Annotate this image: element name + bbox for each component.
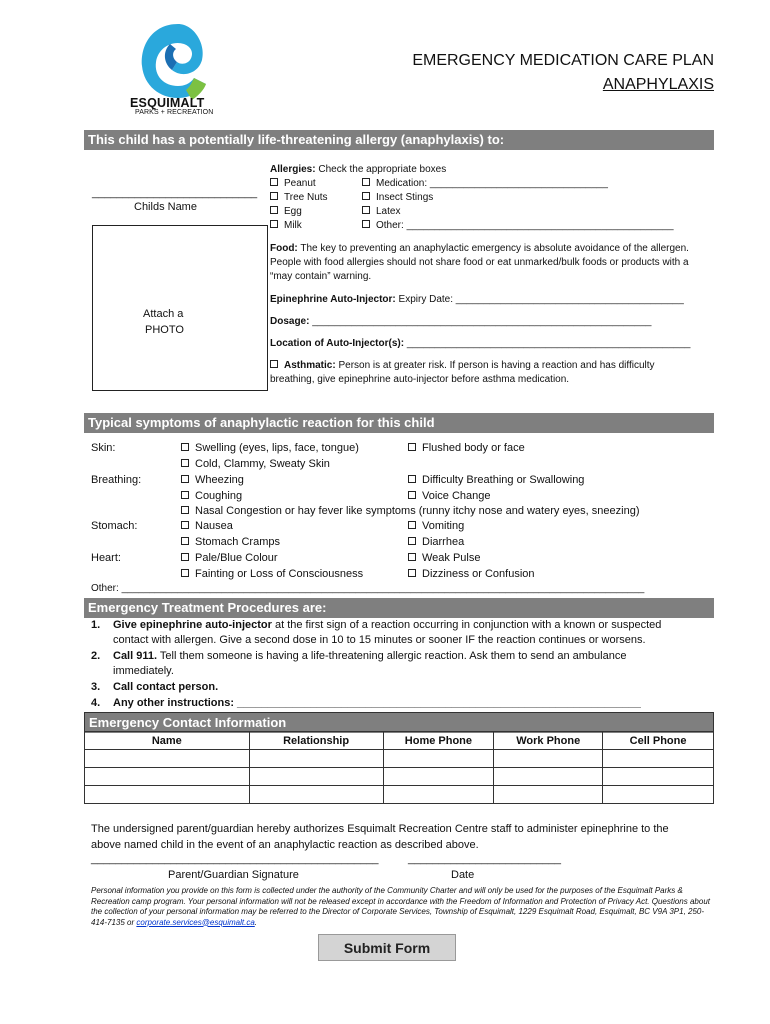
logo-subtitle: PARKS + RECREATION	[135, 109, 214, 116]
food-text-line1: Food: The key to preventing an anaphylactic emergency is absolute avoidance of the allergen.	[270, 243, 689, 254]
allergy-option[interactable]: Insect Stings	[362, 192, 433, 203]
category-heart: Heart:	[91, 552, 121, 564]
symptom-option[interactable]: Nausea	[181, 520, 233, 532]
child-name-label: Childs Name	[134, 201, 197, 213]
column-work-phone: Work Phone	[494, 732, 603, 750]
page-title: EMERGENCY MEDICATION CARE PLAN	[412, 52, 714, 69]
allergy-option[interactable]: Peanut	[270, 178, 316, 189]
table-header-row	[85, 732, 714, 750]
symptom-option[interactable]: Vomiting	[408, 520, 464, 532]
privacy-email-link[interactable]: corporate.services@esquimalt.ca	[136, 917, 255, 927]
step-3: 3.	[91, 681, 101, 693]
allergy-option[interactable]: Other: ________________________________________________	[362, 220, 674, 231]
signature-label: Parent/Guardian Signature	[168, 869, 299, 881]
checkbox[interactable]	[270, 360, 278, 368]
allergy-option[interactable]: Tree Nuts	[270, 192, 328, 203]
checkbox[interactable]	[270, 220, 278, 228]
checkbox[interactable]	[270, 206, 278, 214]
logo-name: ESQUIMALT	[130, 96, 205, 110]
symptom-option[interactable]: Stomach Cramps	[181, 536, 280, 548]
injector-location-field[interactable]: Location of Auto-Injector(s): ___________________________________________________	[270, 338, 691, 349]
asthmatic-checkbox-row[interactable]: Asthmatic: Person is at greater risk. If person is having a reaction and has difficulty	[270, 360, 655, 371]
symptom-option[interactable]: Wheezing	[181, 474, 244, 486]
allergy-option[interactable]: Medication: ________________________________	[362, 178, 608, 189]
epinephrine-expiry-field[interactable]: Epinephrine Auto-Injector: Expiry Date: _________________________________________	[270, 294, 684, 305]
table-row[interactable]	[85, 786, 714, 804]
table-row[interactable]	[85, 768, 714, 786]
step-2: 2.	[91, 650, 101, 662]
checkbox[interactable]	[362, 220, 370, 228]
checkbox[interactable]	[270, 192, 278, 200]
photo-label-line1: Attach a	[143, 308, 184, 320]
food-text-line3: “may contain” warning.	[270, 271, 372, 282]
checkbox[interactable]	[362, 178, 370, 186]
allergy-option[interactable]: Egg	[270, 206, 302, 217]
checkbox[interactable]	[362, 192, 370, 200]
column-relationship: Relationship	[249, 732, 383, 750]
dosage-field[interactable]: Dosage: _____________________________________________________________	[270, 316, 652, 327]
treatment-section-header: Emergency Treatment Procedures are:	[84, 598, 714, 618]
column-cell-phone: Cell Phone	[603, 732, 714, 750]
allergies-instruction	[270, 164, 446, 175]
symptom-option[interactable]: Fainting or Loss of Consciousness	[181, 568, 363, 580]
step-1-text: Give epinephrine auto-injector at the first sign of a reaction occurring in conjunction with a known or suspected	[113, 619, 662, 631]
submit-button[interactable]: Submit Form	[318, 934, 456, 961]
step-4-field[interactable]: Any other instructions: __________________________________________________________________	[113, 697, 641, 709]
symptom-option[interactable]: Cold, Clammy, Sweaty Skin	[181, 458, 330, 470]
allergy-section-header: This child has a potentially life-threatening allergy (anaphylaxis) to:	[84, 130, 714, 150]
category-skin: Skin:	[91, 442, 116, 454]
step-1-line2: contact with allergen. Give a second dose in 10 to 15 minutes or sooner IF the reaction continues or worsens.	[113, 634, 646, 646]
column-name: Name	[85, 732, 250, 750]
checkbox[interactable]	[270, 178, 278, 186]
signature-field[interactable]: _______________________________________________	[91, 853, 379, 865]
table-row[interactable]	[85, 750, 714, 768]
contact-table	[84, 731, 714, 804]
category-breathing: Breathing:	[91, 474, 142, 486]
checkbox[interactable]	[362, 206, 370, 214]
other-symptoms-field[interactable]: Other: ______________________________________________________________________________________________	[91, 583, 645, 594]
step-3-text: Call contact person.	[113, 681, 219, 693]
allergies-label: Allergies:	[270, 164, 316, 175]
category-stomach: Stomach:	[91, 520, 138, 532]
authorization-line1: The undersigned parent/guardian hereby authorizes Esquimalt Recreation Centre staff to administer epinephrine to the	[91, 823, 669, 835]
step-2-text: Call 911. Tell them someone is having a life-threatening allergic reaction. Ask them to send an ambulance	[113, 650, 627, 662]
step-1: 1.	[91, 619, 101, 631]
step-4: 4.	[91, 697, 101, 709]
symptom-option[interactable]: Nasal Congestion or hay fever like symptoms (runny itchy nose and watery eyes, sneezing)	[181, 505, 640, 517]
symptom-option[interactable]: Pale/Blue Colour	[181, 552, 278, 564]
asthmatic-text-line2: breathing, give epinephrine auto-injector before asthma medication.	[270, 374, 570, 385]
date-label: Date	[451, 869, 475, 881]
symptoms-section-header: Typical symptoms of anaphylactic reaction for this child	[84, 413, 714, 433]
symptom-option[interactable]: Swelling (eyes, lips, face, tongue)	[181, 442, 359, 454]
photo-box[interactable]	[92, 225, 268, 391]
symptom-option[interactable]: Voice Change	[408, 490, 491, 502]
authorization-line2: above named child in the event of an anaphylactic reaction as described above.	[91, 839, 479, 851]
step-2-line2: immediately.	[113, 665, 174, 677]
photo-label-line2: PHOTO	[145, 324, 184, 336]
symptom-option[interactable]: Diarrhea	[408, 536, 464, 548]
date-field[interactable]: _________________________	[408, 853, 561, 865]
privacy-notice: Personal information you provide on this form is collected under the authority of the Community Charter and will only be used for the purposes of the Esquimalt Parks & Recreation camp program. Your personal information will not be released except in accordance with the Freedom of Information and Protection of Privacy Act. Questions about the collection of your personal information may be referred to the Director of Corporate Services, Township of Esquimalt, 1229 Esquimalt Road, Esquimalt, BC V9A 3P1, 250-414-7135 or corporate.services@esquimalt.ca.	[91, 886, 710, 927]
allergy-option[interactable]: Latex	[362, 206, 400, 217]
child-name-input[interactable]: ___________________________	[92, 187, 258, 199]
symptom-option[interactable]: Dizziness or Confusion	[408, 568, 535, 580]
symptom-option[interactable]: Coughing	[181, 490, 242, 502]
column-home-phone: Home Phone	[383, 732, 494, 750]
food-text-line2: People with food allergies should not share food or eat unmarked/bulk foods or products with a	[270, 257, 689, 268]
symptom-option[interactable]: Difficulty Breathing or Swallowing	[408, 474, 584, 486]
allergies-hint: Check the appropriate boxes	[318, 164, 447, 175]
symptom-option[interactable]: Flushed body or face	[408, 442, 525, 454]
allergy-option[interactable]: Milk	[270, 220, 302, 231]
symptom-option[interactable]: Weak Pulse	[408, 552, 481, 564]
contact-section-header: Emergency Contact Information	[84, 712, 714, 733]
page-subtitle: ANAPHYLAXIS	[602, 76, 714, 93]
